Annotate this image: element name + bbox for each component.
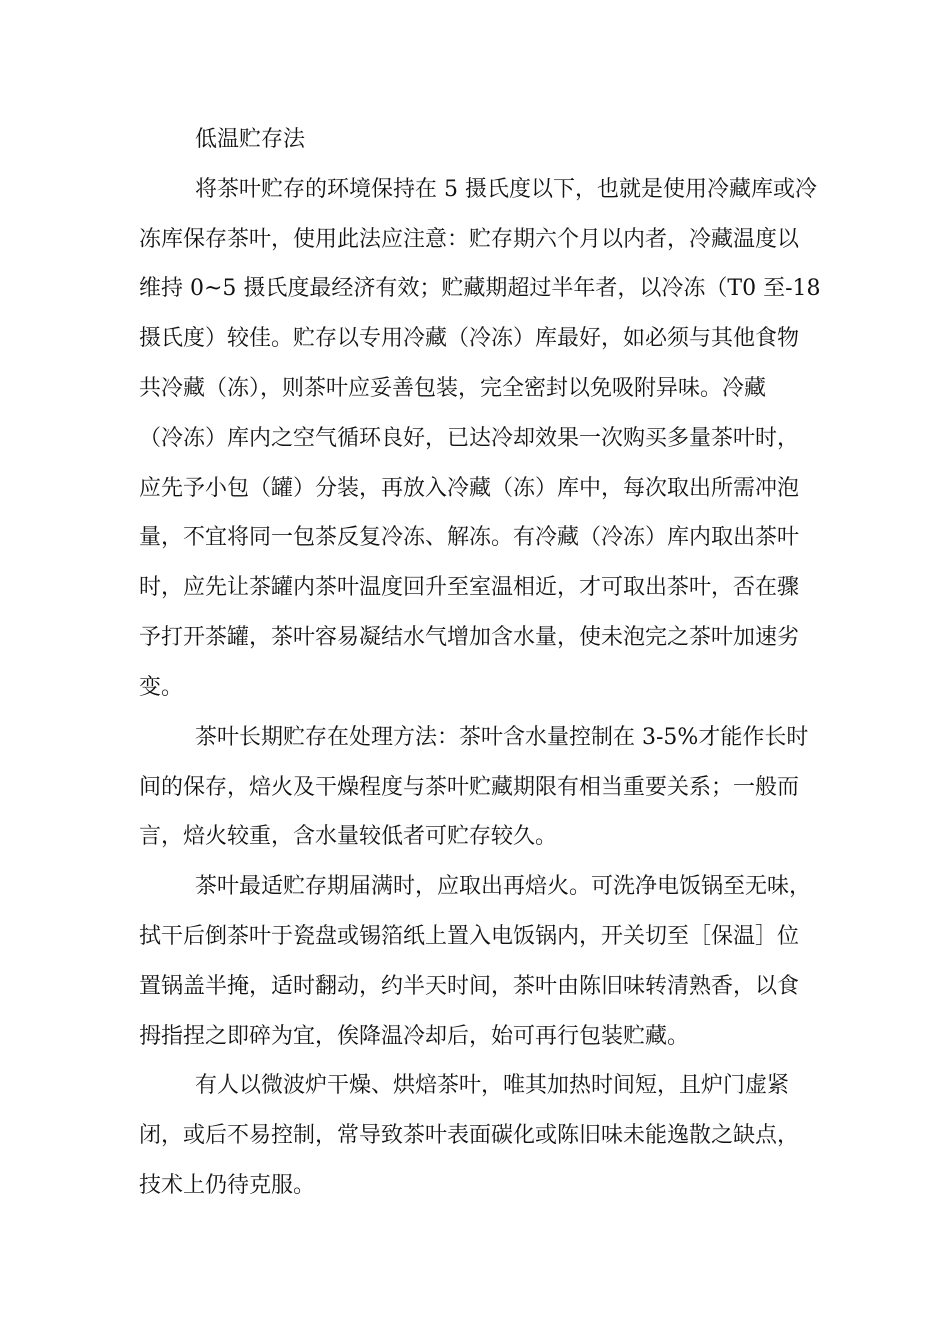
- paragraph-3-line-2: 拭干后倒茶叶于瓷盘或锡箔纸上置入电饭锅内，开关切至［保温］位: [139, 924, 800, 949]
- paragraph-1-line-4: 摄氏度）较佳。贮存以专用冷藏（冷冻）库最好，如必须与其他食物: [139, 326, 800, 351]
- paragraph-2-line-3: 言，焙火较重，含水量较低者可贮存较久。: [139, 824, 558, 849]
- paragraph-4-line-3: 技术上仍待克服。: [139, 1173, 316, 1198]
- paragraph-3-line-3: 置锅盖半掩，适时翻动，约半天时间，茶叶由陈旧味转清熟香，以食: [139, 974, 800, 999]
- paragraph-4-line-1: 有人以微波炉干燥、烘焙茶叶，唯其加热时间短，且炉门虚紧: [195, 1073, 790, 1098]
- paragraph-1-line-6: （冷冻）库内之空气循环良好，已达冷却效果一次购买多量茶叶时，: [139, 426, 800, 451]
- paragraph-1-line-2: 冻库保存茶叶，使用此法应注意：贮存期六个月以内者，冷藏温度以: [139, 227, 800, 252]
- paragraph-1-line-5: 共冷藏（冻），则茶叶应妥善包装，完全密封以免吸附异味。冷藏: [139, 376, 767, 401]
- paragraph-1-line-9: 时，应先让茶罐内茶叶温度回升至室温相近，才可取出茶叶，否在骤: [139, 575, 800, 600]
- paragraph-4-line-2: 闭，或后不易控制，常导致茶叶表面碳化或陈旧味未能逸散之缺点，: [139, 1123, 800, 1148]
- paragraph-3-line-1: 茶叶最适贮存期届满时，应取出再焙火。可洗净电饭锅至无味，: [195, 874, 812, 899]
- paragraph-1-line-7: 应先予小包（罐）分装，再放入冷藏（冻）库中，每次取出所需冲泡: [139, 476, 800, 501]
- paragraph-1-line-3: 维持 0~5 摄氏度最经济有效；贮藏期超过半年者，以冷冻（T0 至-18: [139, 276, 821, 301]
- section-heading: 低温贮存法: [195, 127, 306, 152]
- paragraph-1-line-10: 予打开茶罐，茶叶容易凝结水气增加含水量，使未泡完之茶叶加速劣: [139, 625, 800, 650]
- paragraph-3-line-4: 拇指捏之即碎为宜，俟降温冷却后，始可再行包装贮藏。: [139, 1024, 690, 1049]
- paragraph-1-line-1: 将茶叶贮存的环境保持在 5 摄氏度以下，也就是使用冷藏库或冷: [195, 177, 817, 202]
- paragraph-1-line-8: 量，不宜将同一包茶反复冷冻、解冻。有冷藏（冷冻）库内取出茶叶: [139, 525, 800, 550]
- paragraph-2-line-1: 茶叶长期贮存在处理方法：茶叶含水量控制在 3-5%才能作长时: [195, 725, 809, 750]
- paragraph-2-line-2: 间的保存，焙火及干燥程度与茶叶贮藏期限有相当重要关系；一般而: [139, 775, 800, 800]
- paragraph-1-line-11: 变。: [139, 675, 184, 700]
